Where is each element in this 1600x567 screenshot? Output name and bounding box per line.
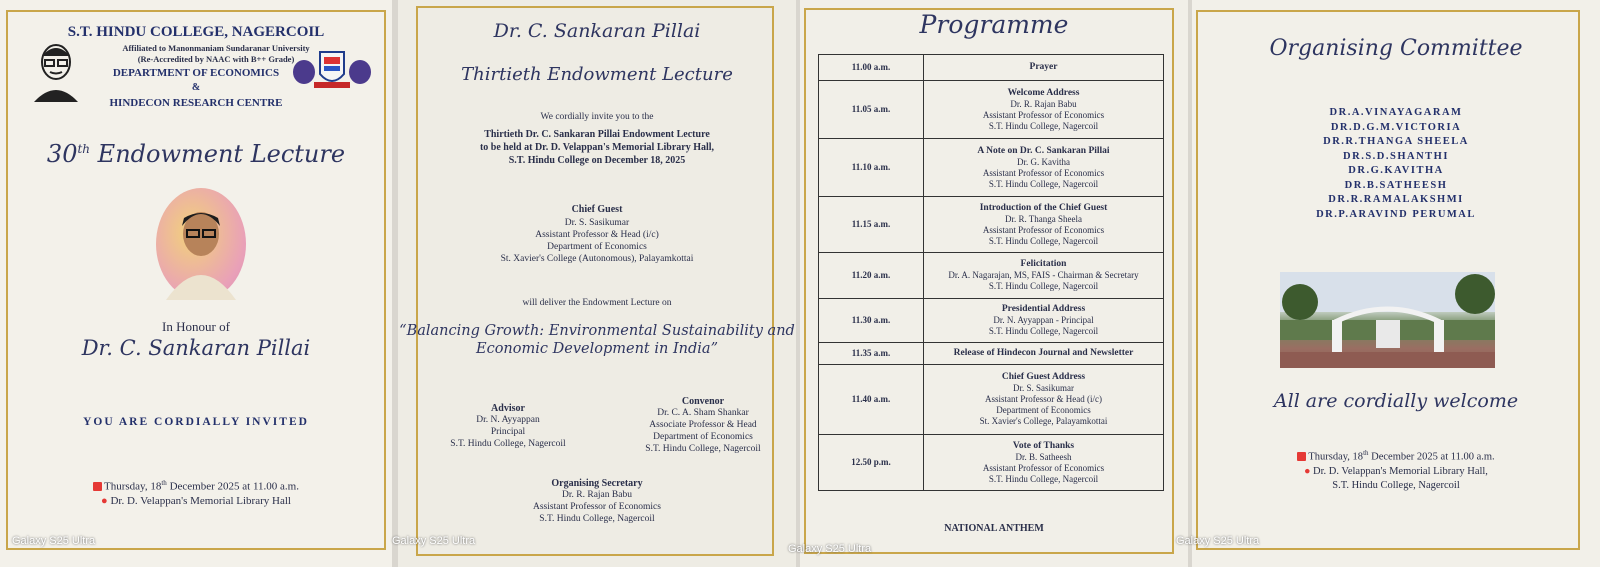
college-gate-photo [1280,272,1495,368]
convenor-block [614,396,792,455]
date-post: December 2025 at 11.00 a.m. [1368,451,1495,463]
programme-row [819,139,1164,197]
camera-watermark: Galaxy S25 Ultra [392,535,476,547]
chief-guest-line: St. Xavier's College (Autonomous), Palayamkottai [500,254,694,264]
details-name: Dr. C. Sankaran Pillai [493,20,701,42]
secretary-line: Dr. R. Rajan Babu [562,490,632,500]
secretary-line: S.T. Hindu College, Nagercoil [539,514,655,524]
convenor-line: S.T. Hindu College, Nagercoil [645,444,761,454]
invite-line: YOU ARE CORDIALLY INVITED [83,416,309,428]
pin-icon: ● [1304,465,1311,477]
camera-watermark: Galaxy S25 Ultra [1176,535,1260,547]
convenor-line: Dr. C. A. Sham Shankar [657,408,749,418]
date-post: December 2025 at 11.00 a.m. [166,480,299,493]
date-pre: Thursday, 18 [1308,451,1364,463]
programme-item-line: S.T. Hindu College, Nagercoil [988,281,1099,291]
event-line: Thirtieth Dr. C. Sankaran Pillai Endowment Lecture [484,129,710,140]
programme-item-title: Introduction of the Chief Guest [979,202,1108,213]
venue-text: Dr. D. Velappan's Memorial Library Hall [110,495,291,507]
details-frame [416,6,774,556]
programme-item-title: A Note on Dr. C. Sankaran Pillai [977,145,1110,156]
secretary-block [398,478,796,525]
programme-row [819,81,1164,139]
programme-item-title: Chief Guest Address [1001,372,1086,382]
programme-item-line: S.T. Hindu College, Nagercoil [988,473,1099,484]
programme-item-line: Assistant Professor of Economics [982,224,1105,235]
chief-guest-line: Dr. S. Sasikumar [564,218,630,228]
college-name: S.T. HINDU COLLEGE, NAGERCOIL [67,24,325,40]
topic-line: “Balancing Growth: Environmental Sustainability and [399,323,795,339]
lecture-topic [398,322,796,358]
committee-member: DR.D.G.M.VICTORIA [1330,121,1462,133]
portrait-figure-icon [156,188,246,300]
programme-item-line: Dr. A. Nagarajan, MS, FAIS - Chairman & Secretary [948,270,1139,280]
programme-item-title: Presidential Address [1001,304,1086,314]
programme-time: 11.15 a.m. [819,197,924,253]
college-emblem-icon [292,48,372,90]
chief-guest-line: Assistant Professor & Head (i/c) [535,230,659,240]
event-line: to be held at Dr. D. Velappan's Memorial Library Hall, [479,142,715,153]
programme-item-line: Dr. N. Ayyappan - Principal [993,315,1094,325]
honoree-portrait [156,188,246,300]
programme-item-line: S.T. Hindu College, Nagercoil [988,120,1099,131]
advisor-block [428,403,588,450]
programme-heading: Programme [919,10,1069,39]
committee-heading: Organising Committee [1269,36,1523,61]
college-gate-icon [1280,272,1495,368]
programme-time: 11.00 a.m. [819,55,924,81]
programme-detail [924,55,1164,81]
convenor-line: Department of Economics [653,432,753,442]
programme-table [818,54,1164,491]
chief-guest-line: Department of Economics [547,242,647,252]
research-centre: HINDECON RESEARCH CENTRE [109,97,283,109]
programme-item-line: Dr. R. Thanga Sheela [1004,213,1083,224]
programme-item-line: S.T. Hindu College, Nagercoil [988,178,1099,189]
programme-item-title: Felicitation [1020,259,1067,269]
welcome-line: All are cordially welcome [1273,390,1519,412]
honour-label: In Honour of [162,319,230,334]
national-anthem: NATIONAL ANTHEM [944,523,1044,534]
committee-venue1 [1192,465,1600,479]
committee-date-venue [1192,446,1600,493]
advisor-line: Dr. N. Ayyappan [476,415,540,425]
committee-date [1192,446,1600,465]
programme-item-line: Dr. G. Kavitha [1017,156,1070,167]
programme-detail [924,435,1164,491]
programme-item-line: Assistant Professor of Economics [982,109,1105,120]
programme-detail [924,299,1164,343]
programme-row [819,299,1164,343]
programme-item-title: Vote of Thanks [1012,440,1075,451]
programme-time: 11.30 a.m. [819,299,924,343]
programme-item-line: Department of Economics [996,405,1091,415]
programme-row [819,253,1164,299]
programme-row [819,435,1164,491]
affiliation: Affiliated to Manonmaniam Sundaranar University [122,43,310,53]
convenor-label: Convenor [681,396,725,407]
committee-member: DR.R.RAMALAKSHMI [1328,194,1464,205]
details-panel [392,0,796,567]
founder-sketch-icon [30,40,82,102]
event-block [398,128,796,167]
venue-text: Dr. D. Velappan's Memorial Library Hall, [1313,465,1488,477]
programme-item-line: Assistant Professor of Economics [982,167,1105,178]
camera-watermark: Galaxy S25 Ultra [12,535,96,547]
programme-time: 11.05 a.m. [819,81,924,139]
committee-member: DR.P.ARAVIND PERUMAL [1316,208,1476,220]
programme-item-title: Prayer [1029,62,1058,72]
deliver-line: will deliver the Endowment Lecture on [522,298,672,308]
lecture-heading [0,140,392,168]
accreditation: (Re-Accredited by NAAC with B++ Grade) [137,54,295,64]
amp: & [191,82,201,93]
programme-row [819,55,1164,81]
venue-line [0,495,392,507]
committee-member: DR.S.D.SHANTHI [1343,150,1449,162]
committee-member: DR.B.SATHEESH [1344,179,1448,191]
secretary-label: Organising Secretary [551,478,643,489]
secretary-line: Assistant Professor of Economics [533,502,661,512]
programme-detail [924,197,1164,253]
programme-item-line: S.T. Hindu College, Nagercoil [988,326,1099,336]
details-title: Thirtieth Endowment Lecture [461,64,733,85]
programme-item-line: Assistant Professor of Economics [982,462,1105,473]
chief-guest-label: Chief Guest [571,204,623,215]
chief-guest-block [398,217,796,265]
programme-time: 11.35 a.m. [819,343,924,365]
programme-item-line: Assistant Professor & Head (i/c) [985,394,1102,404]
committee-member: DR.G.KAVITHA [1348,165,1444,176]
department: DEPARTMENT OF ECONOMICS [112,67,280,79]
programme-item-line: Dr. R. Rajan Babu [1010,98,1077,109]
programme-item-title: Welcome Address [1007,87,1080,98]
programme-time: 11.40 a.m. [819,365,924,435]
advisor-line: S.T. Hindu College, Nagercoil [450,439,566,449]
programme-item-line: St. Xavier's College, Palayamkottai [979,416,1108,426]
committee-member: DR.R.THANGA SHEELA [1323,136,1469,147]
convenor-line: Associate Professor & Head [649,420,757,430]
programme-item-line: Dr. B. Satheesh [1015,451,1072,462]
programme-item-line: Dr. S. Sasikumar [1012,383,1074,393]
calendar-icon [1297,452,1306,461]
programme-time: 11.10 a.m. [819,139,924,197]
programme-detail [924,343,1164,365]
programme-row [819,343,1164,365]
lecture-sup: th [77,142,91,156]
programme-panel [788,0,1188,567]
calendar-icon [93,482,102,491]
committee-member: DR.A.VINAYAGARAM [1329,107,1463,118]
lecture-title: Endowment Lecture [97,140,346,168]
date-line [0,479,392,493]
advisor-line: Principal [490,427,526,437]
advisor-label: Advisor [491,403,525,414]
event-line: S.T. Hindu College on December 18, 2025 [508,155,686,166]
pin-icon: ● [101,495,108,507]
cover-panel [0,0,392,567]
committee-panel [1176,0,1600,567]
programme-detail [924,365,1164,435]
committee-venue2: S.T. Hindu College, Nagercoil [1332,479,1460,491]
programme-time: 12.50 p.m. [819,435,924,491]
camera-watermark: Galaxy S25 Ultra [788,543,872,555]
date-sup: th [1363,449,1369,457]
date-sup: th [161,479,167,487]
lecture-number: 30 [46,140,78,168]
programme-item-line: S.T. Hindu College, Nagercoil [988,235,1099,246]
programme-detail [924,139,1164,197]
honoree-name: Dr. C. Sankaran Pillai [81,336,311,360]
invite-intro: We cordially invite you to the [540,112,654,122]
committee-members [1192,106,1600,222]
programme-detail [924,253,1164,299]
date-pre: Thursday, 18 [104,480,162,493]
topic-line: Economic Development in India” [476,341,718,357]
programme-time: 11.20 a.m. [819,253,924,299]
programme-row [819,365,1164,435]
programme-row [819,197,1164,253]
programme-item-title: Release of Hindecon Journal and Newsletter [953,348,1134,358]
programme-detail [924,81,1164,139]
